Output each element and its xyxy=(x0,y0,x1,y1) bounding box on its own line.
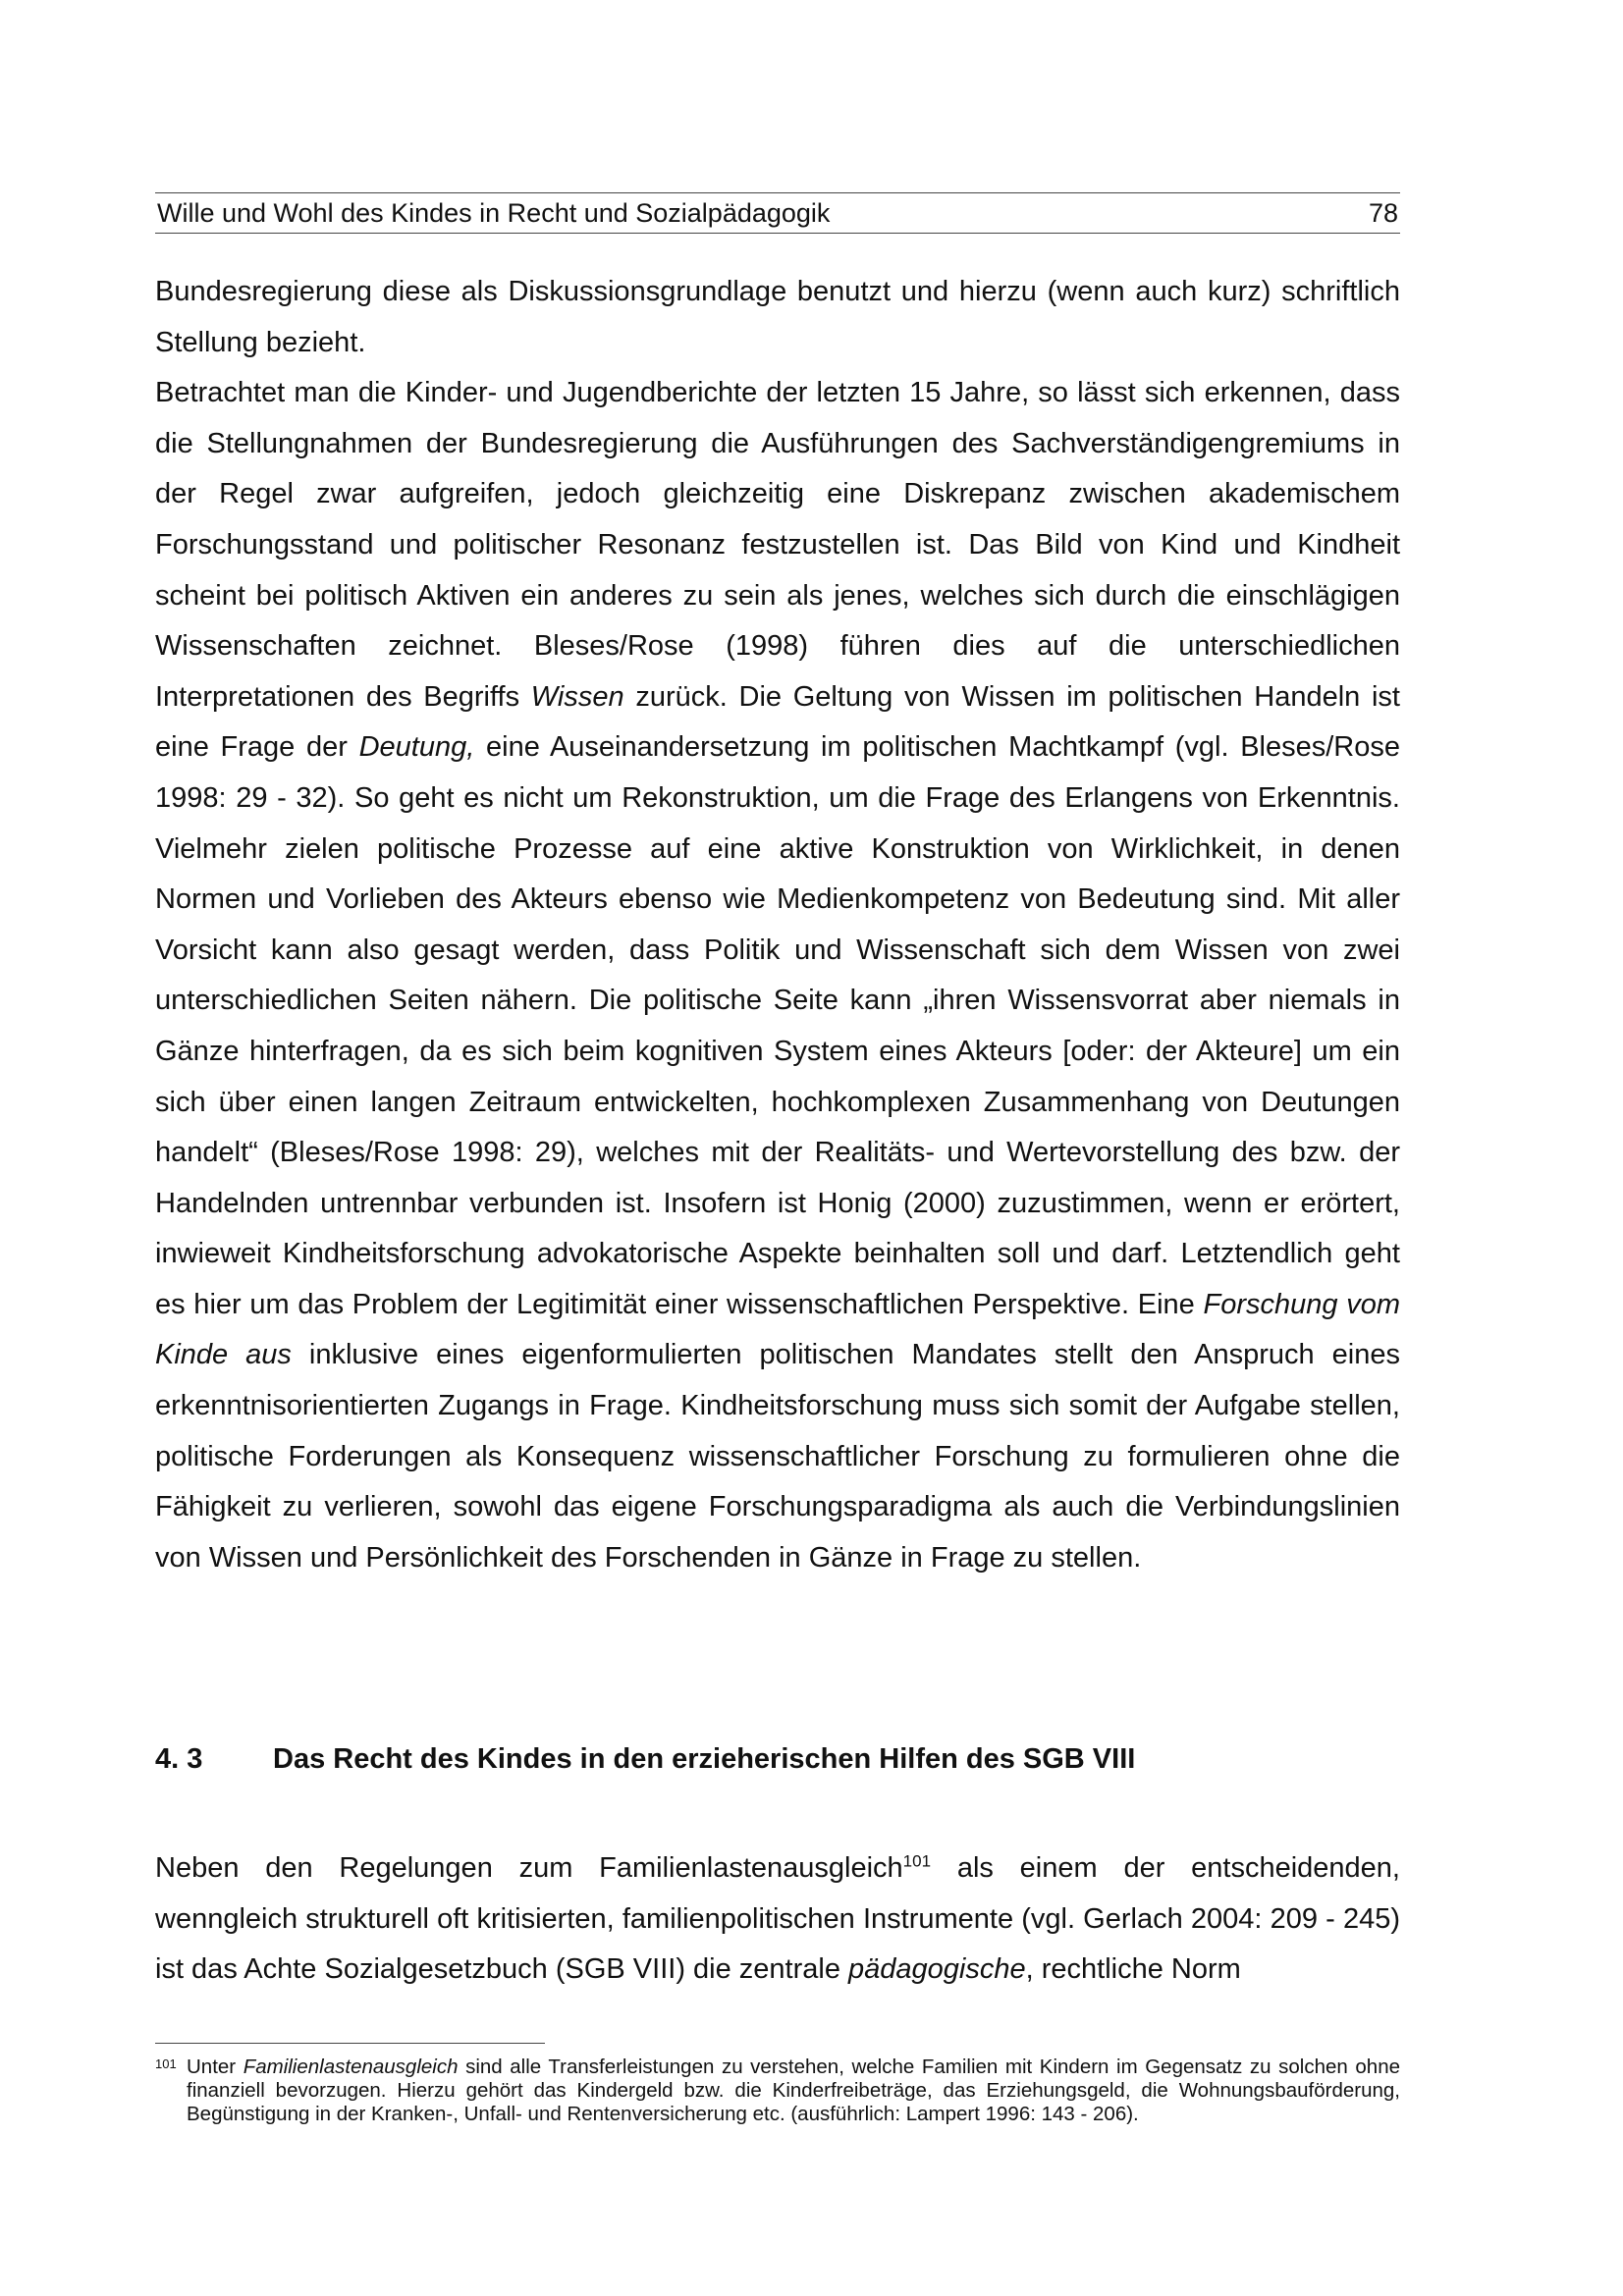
footnote-text-b: sind alle Transferleistungen zu verstehen, welche Familien mit Kindern im Gegensatz zu solchen ohne finanziell bevorzugen. Hierzu gehört das Kindergeld bzw. die Kinderfreibeträge, das Erziehungsgeld, die Wohnungsbauförderung, Begünstigung in der Kranken-, Unfall- und Rentenversicherung etc. (ausführlich: Lampert 1996: 143 - 206). xyxy=(187,2056,1400,2125)
paragraph-3-text-c: , rechtliche Norm xyxy=(1025,1953,1241,1986)
main-text xyxy=(155,267,1400,1583)
page-number: 78 xyxy=(1368,197,1398,228)
paragraph-3-text-a: Neben den Regelungen zum Familienlastenausgleich xyxy=(155,1852,903,1884)
footnote xyxy=(155,2056,1400,2126)
footnote-reference[interactable]: 101 xyxy=(902,1851,932,1871)
header-title: Wille und Wohl des Kindes in Recht und Sozialpädagogik xyxy=(157,197,831,228)
section-heading xyxy=(155,1743,1400,1776)
footnote-divider xyxy=(155,2043,545,2044)
emphasis-wissen: Wissen xyxy=(530,680,624,713)
emphasis-familienlastenausgleich: Familienlastenausgleich xyxy=(243,2056,459,2078)
section-number: 4. 3 xyxy=(155,1743,203,1775)
footnote-text xyxy=(187,2056,1400,2126)
paragraph-2-text-b: zurück. Die Geltung von Wissen im politischen Handeln ist eine Frage der xyxy=(155,680,1400,764)
emphasis-paedagogische: pädagogische xyxy=(848,1953,1026,1986)
footnote-mark: 101 xyxy=(155,2056,177,2071)
emphasis-forschung-vom-kinde-aus: Forschung vom Kinde aus xyxy=(155,1288,1400,1371)
paragraph-1-text: Bundesregierung diese als Diskussionsgrundlage benutzt und hierzu (wenn auch kurz) schriftlich Stellung bezieht. xyxy=(155,276,1400,358)
section-text xyxy=(155,1843,1400,1996)
paragraph-2-text-c: eine Auseinandersetzung im politischen Machtkampf (vgl. Bleses/Rose 1998: 29 - 32). So geht es nicht um Rekonstruktion, um die Frage des Erlangens von Erkenntnis. Vielmehr zielen politische Prozesse auf eine aktive Konstruktion von Wirklichkeit, in denen Normen und Vorlieben des Akteurs ebenso wie Medienkompetenz von Bedeutung sind. Mit aller Vorsicht kann also gesagt werden, dass Politik und Wissenschaft sich dem Wissen von zwei unterschiedlichen Seiten nähern. Die politische Seite kann „ihren Wissensvorrat aber niemals in Gänze hinterfragen, da es sich beim kognitiven System eines Akteurs [oder: der Akteure] um ein sich über einen langen Zeitraum entwickelten, hochkomplexen Zusammenhang von Deutungen handelt“ (Bleses/Rose 1998: 29), welches mit der Realitäts- und Wertevorstellung des bzw. der Handelnden untrennbar verbunden ist. Insofern ist Honig (2000) zuzustimmen, wenn er erörtert, inwieweit Kindheitsforschung advokatorische Aspekte beinhalten soll und darf. Letztendlich geht es hier um das Problem der Legitimität einer wissenschaftlichen Perspektive. Eine xyxy=(155,731,1401,1320)
section-title: Das Recht des Kindes in den erzieherischen Hilfen des SGB VIII xyxy=(273,1743,1136,1775)
paragraph-2-text-d: inklusive eines eigenformulierten politischen Mandates stellt den Anspruch eines erkenntnisorientierten Zugangs in Frage. Kindheitsforschung muss sich somit der Aufgabe stellen, politische Forderungen als Konsequenz wissenschaftlicher Forschung zu formulieren ohne die Fähigkeit zu verlieren, sowohl das eigene Forschungsparadigma als auch die Verbindungslinien von Wissen und Persönlichkeit des Forschenden in Gänze in Frage zu stellen. xyxy=(155,1339,1400,1574)
running-header xyxy=(155,192,1400,234)
paragraph-3-text-b: als einem der entscheidenden, wenngleich strukturell oft kritisierten, familienpolitischen Instrumente (vgl. Gerlach 2004: 209 - 245) ist das Achte Sozialgesetzbuch (SGB VIII) die zentrale xyxy=(155,1852,1400,1986)
footnote-text-a: Unter xyxy=(187,2056,243,2078)
paragraph-1 xyxy=(155,267,1400,368)
paragraph-3 xyxy=(155,1843,1400,1996)
paragraph-2 xyxy=(155,368,1400,1583)
emphasis-deutung: Deutung, xyxy=(358,731,475,764)
paragraph-2-text-a: Betrachtet man die Kinder- und Jugendberichte der letzten 15 Jahre, so lässt sich erkennen, dass die Stellungnahmen der Bundesregierung die Ausführungen des Sachverständigengremiums in der Regel zwar aufgreifen, jedoch gleichzeitig eine Diskrepanz zwischen akademischem Forschungsstand und politischer Resonanz festzustellen ist. Das Bild von Kind und Kindheit scheint bei politisch Aktiven ein anderes zu sein als jenes, welches sich durch die einschlägigen Wissenschaften zeichnet. Bleses/Rose (1998) führen dies auf die unterschiedlichen Interpretationen des Begriffs xyxy=(155,377,1400,713)
